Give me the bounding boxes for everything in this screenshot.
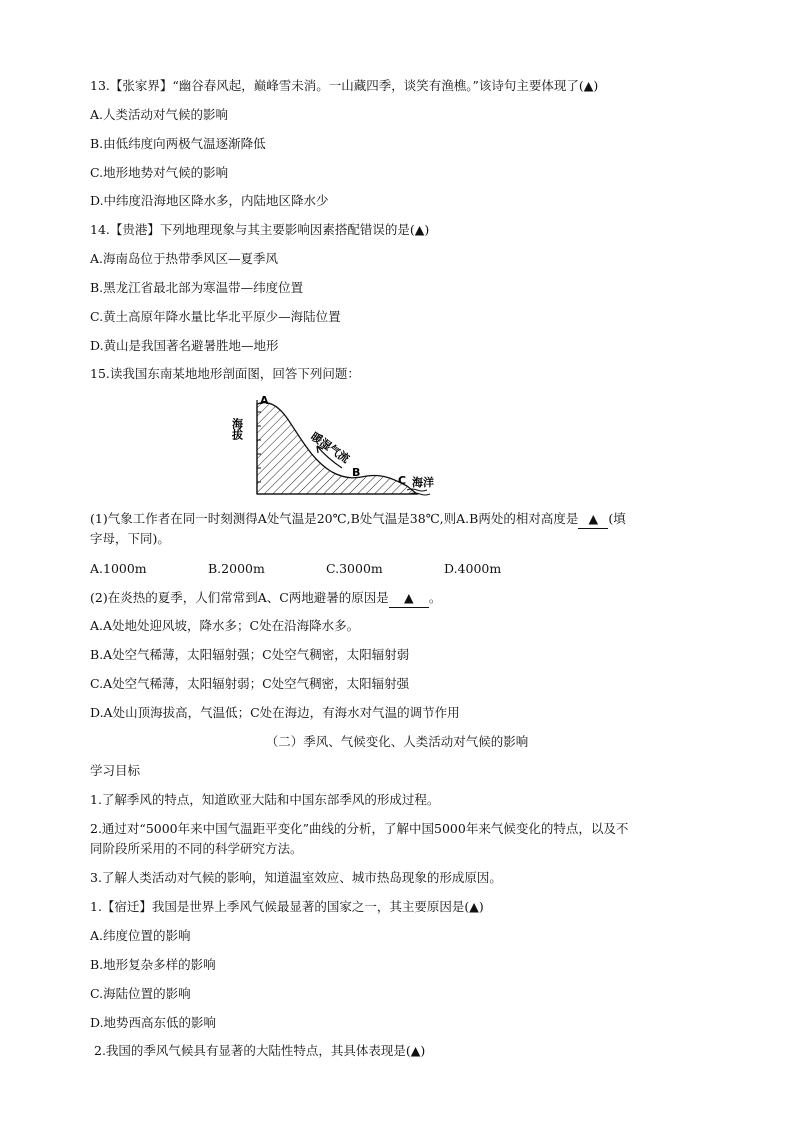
q13-option-b: B.由低纬度向两极气温逐渐降低 [90,136,266,151]
goals-title: 学习目标 [90,763,141,778]
q15-sub2-after: 。 [428,590,442,605]
q13-option-d: D.中纬度沿海地区降水多，内陆地区降水少 [90,193,329,208]
q15-sub1-option-a: A.1000m [90,561,147,576]
ocean-label: 海洋 [412,476,434,489]
terrain-profile-figure [232,390,447,500]
q15-sub2-option-a: A.A处地处迎风坡，降水多；C处在沿海降水多。 [90,618,360,633]
q15-sub2-text: (2)在炎热的夏季，人们常常到A、C两地避暑的原因是 [90,590,389,605]
q13-option-c: C.地形地势对气候的影响 [90,165,229,180]
q15-sub2-option-b: B.A处空气稀薄，太阳辐射强；C处空气稠密，太阳辐射弱 [90,647,410,662]
q14-stem: 14.【贵港】下列地理现象与其主要影响因素搭配错误的是(▲) [90,222,430,237]
point-a-label: A [260,394,269,407]
q13-stem: 13.【张家界】“幽谷春风起，巅峰雪未消。一山藏四季，谈笑有渔樵。”该诗句主要体现了(▲) [90,78,599,93]
q15-sub1-option-d: D.4000m [444,561,502,576]
section-title: （二）季风、气候变化、人类活动对气候的影响 [265,734,529,749]
p2-stem: 2.我国的季风气候具有显著的大陆性特点，其具体表现是(▲) [94,1043,426,1058]
point-c-label: C [398,474,407,487]
goal-1: 1.了解季风的特点，知道欧亚大陆和中国东部季风的形成过程。 [90,792,440,807]
q15-sub2-line [90,589,441,608]
q15-sub1-after: (填 [608,511,626,526]
q14-option-b: B.黑龙江省最北部为寒温带—纬度位置 [90,280,304,295]
q15-sub1-blank: ▲ [578,510,608,529]
goal-2-line2: 同阶段所采用的不同的科学研究方法。 [90,841,303,856]
q13-option-a: A.人类活动对气候的影响 [90,107,229,122]
y-axis-label: 海拔 [230,418,244,440]
q15-stem: 15.读我国东南某地地形剖面图，回答下列问题： [90,366,360,381]
q15-sub2-blank: ▲ [389,589,429,608]
p1-stem: 1.【宿迁】我国是世界上季风气候最显著的国家之一，其主要原因是(▲) [90,899,484,914]
q15-sub1-line1 [90,510,626,529]
q14-option-c: C.黄土高原年降水量比华北平原少—海陆位置 [90,309,341,324]
goal-3: 3.了解人类活动对气候的影响，知道温室效应、城市热岛现象的形成原因。 [90,870,502,885]
q14-option-d: D.黄山是我国著名避暑胜地—地形 [90,338,279,353]
p1-option-a: A.纬度位置的影响 [90,928,191,943]
q15-sub2-option-c: C.A处空气稀薄，太阳辐射弱；C处空气稠密，太阳辐射强 [90,676,410,691]
p1-option-d: D.地势西高东低的影响 [90,1015,217,1030]
point-b-label: B [352,466,361,479]
q15-sub1-option-c: C.3000m [326,561,383,576]
q15-sub1-line2: 字母，下同)。 [90,531,170,546]
q15-sub2-option-d: D.A处山顶海拔高，气温低；C处在海边，有海水对气温的调节作用 [90,705,460,720]
p1-option-c: C.海陆位置的影响 [90,986,191,1001]
airflow-label: 暖湿气流 [308,429,352,466]
goal-2-line1: 2.通过对“5000年来中国气温距平变化”曲线的分析，了解中国5000年来气候变化的特点，以及不 [90,821,629,836]
q14-option-a: A.海南岛位于热带季风区—夏季风 [90,251,279,266]
p1-option-b: B.地形复杂多样的影响 [90,957,216,972]
q15-sub1-text: (1)气象工作者在同一时刻测得A处气温是20℃,B处气温是38℃,则A.B两处的相对高度是 [90,511,579,526]
q15-sub1-option-b: B.2000m [208,561,265,576]
q15-sub1-options [90,560,501,578]
